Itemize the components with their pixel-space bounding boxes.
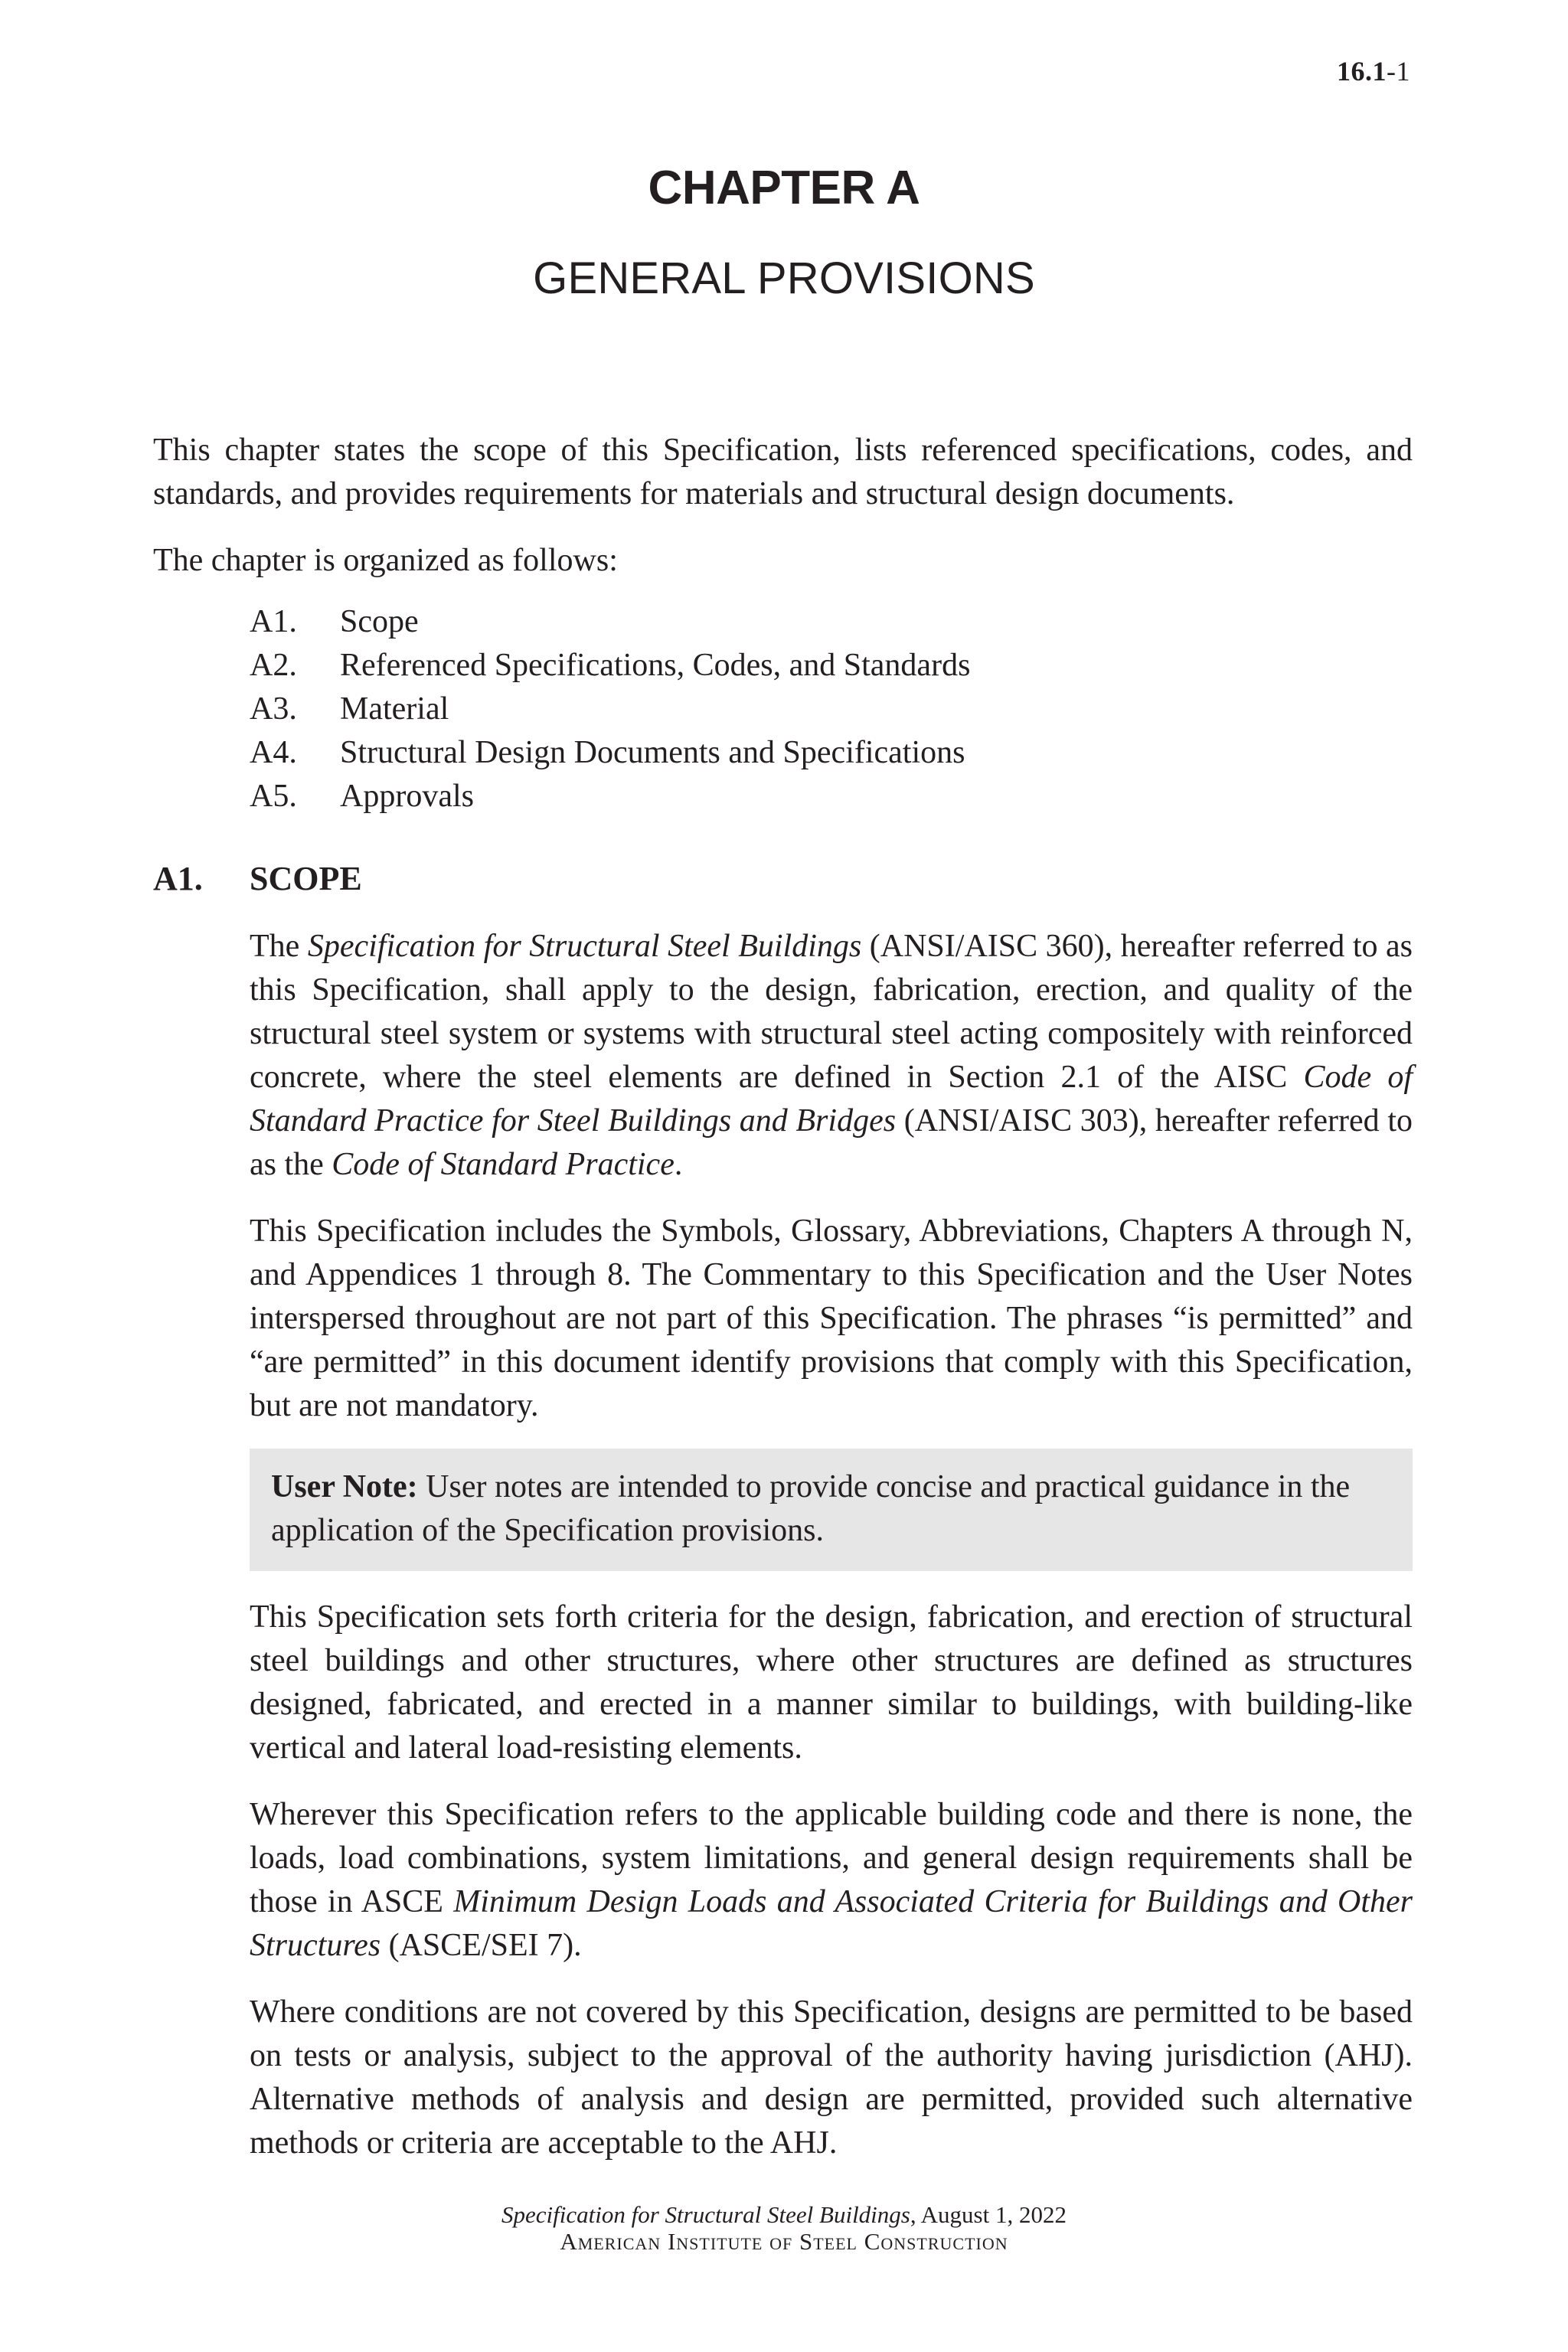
user-note-text: User notes are intended to provide concise and practical guidance in the application of the Specification provisions. <box>271 1469 1351 1548</box>
text-run: . <box>674 1147 683 1182</box>
contents-item <box>250 600 970 644</box>
contents-item-number: A1. <box>250 604 297 639</box>
text-run: The <box>250 929 308 964</box>
scope-paragraph-1 <box>250 925 1413 1187</box>
footer-title-line <box>0 2201 1568 2229</box>
chapter-contents-list <box>250 600 970 818</box>
contents-item-title: Structural Design Documents and Specifications <box>340 735 965 770</box>
intro-organization-line: The chapter is organized as follows: <box>153 543 618 578</box>
page-number-suffix: -1 <box>1387 56 1410 87</box>
page-number <box>1337 55 1410 87</box>
contents-item-title: Approvals <box>340 779 474 814</box>
scope-paragraph-2: This Specification includes the Symbols, Glossary, Abbreviations, Chapters A through N, and Appendices 1 through 8. The Commentary to this Specification and the User Notes interspersed throughout are not part of this Specification. The phrases “is permitted” and “are permitted” in this document identify provisions that comply with this Specification, but are not mandatory. <box>250 1214 1413 1423</box>
contents-item-title: Referenced Specifications, Codes, and Standards <box>340 648 971 683</box>
contents-item <box>250 731 970 775</box>
chapter-label: CHAPTER A <box>648 162 920 214</box>
italic-title: Code of Standard Practice <box>332 1147 675 1182</box>
text-run: (ASCE/SEI 7). <box>381 1928 582 1963</box>
footer-organization: American Institute of Steel Construction <box>560 2228 1008 2255</box>
contents-item <box>250 688 970 731</box>
italic-title: Specification for Structural Steel Buildings <box>307 929 862 964</box>
chapter-title: GENERAL PROVISIONS <box>533 253 1035 303</box>
contents-item-number: A4. <box>250 735 297 770</box>
italic-title: Code of Standard Practice for Steel Buildings and Bridges <box>250 1060 1413 1138</box>
section-heading <box>153 859 362 898</box>
section-number: A1. <box>153 860 203 897</box>
text-run: (ANSI/AISC 303), hereafter referred to as the <box>250 1103 1413 1182</box>
footer-date: , August 1, 2022 <box>910 2201 1067 2228</box>
intro-paragraph: This chapter states the scope of this Specification, lists referenced specifications, codes, and standards, and provides requirements for materials and structural design documents. <box>153 433 1413 511</box>
user-note-label: User Note: <box>271 1469 418 1504</box>
contents-item-number: A2. <box>250 648 297 683</box>
text-run: (ANSI/AISC 360), hereafter referred to as this Specification, shall apply to the design, fabrication, erection, and quality of the structural steel system or systems with structural steel acting compositely with reinforced concrete, where the steel elements are defined in Section 2.1 of the AISC <box>250 929 1413 1095</box>
footer-spec-title: Specification for Structural Steel Buildings <box>501 2201 910 2228</box>
contents-item-number: A3. <box>250 691 297 727</box>
contents-item-number: A5. <box>250 779 297 814</box>
contents-item-title: Material <box>340 691 449 727</box>
user-note-box <box>250 1449 1413 1571</box>
scope-paragraph-4 <box>250 1793 1413 1968</box>
contents-item <box>250 644 970 688</box>
section-title: SCOPE <box>250 860 362 897</box>
italic-title: Minimum Design Loads and Associated Criteria for Buildings and Other Structures <box>250 1884 1413 1963</box>
scope-paragraph-5: Where conditions are not covered by this Specification, designs are permitted to be based on tests or analysis, subject to the approval of the authority having jurisdiction (AHJ). Alternative methods of analysis and design are permitted, provided such alternative methods or criteria are acceptable to the AHJ. <box>250 1994 1413 2161</box>
contents-item <box>250 775 970 818</box>
scope-paragraph-3: This Specification sets forth criteria for the design, fabrication, and erection of structural steel buildings and other structures, where other structures are defined as structures designed, fabricated, and erected in a manner similar to buildings, with building-like vertical and lateral load-resisting elements. <box>250 1599 1413 1766</box>
page-number-chapter: 16.1 <box>1337 56 1387 87</box>
text-run: Wherever this Specification refers to the applicable building code and there is none, the loads, load combinations, system limitations, and general design requirements shall be those in ASCE <box>250 1797 1413 1919</box>
contents-item-title: Scope <box>340 604 419 639</box>
